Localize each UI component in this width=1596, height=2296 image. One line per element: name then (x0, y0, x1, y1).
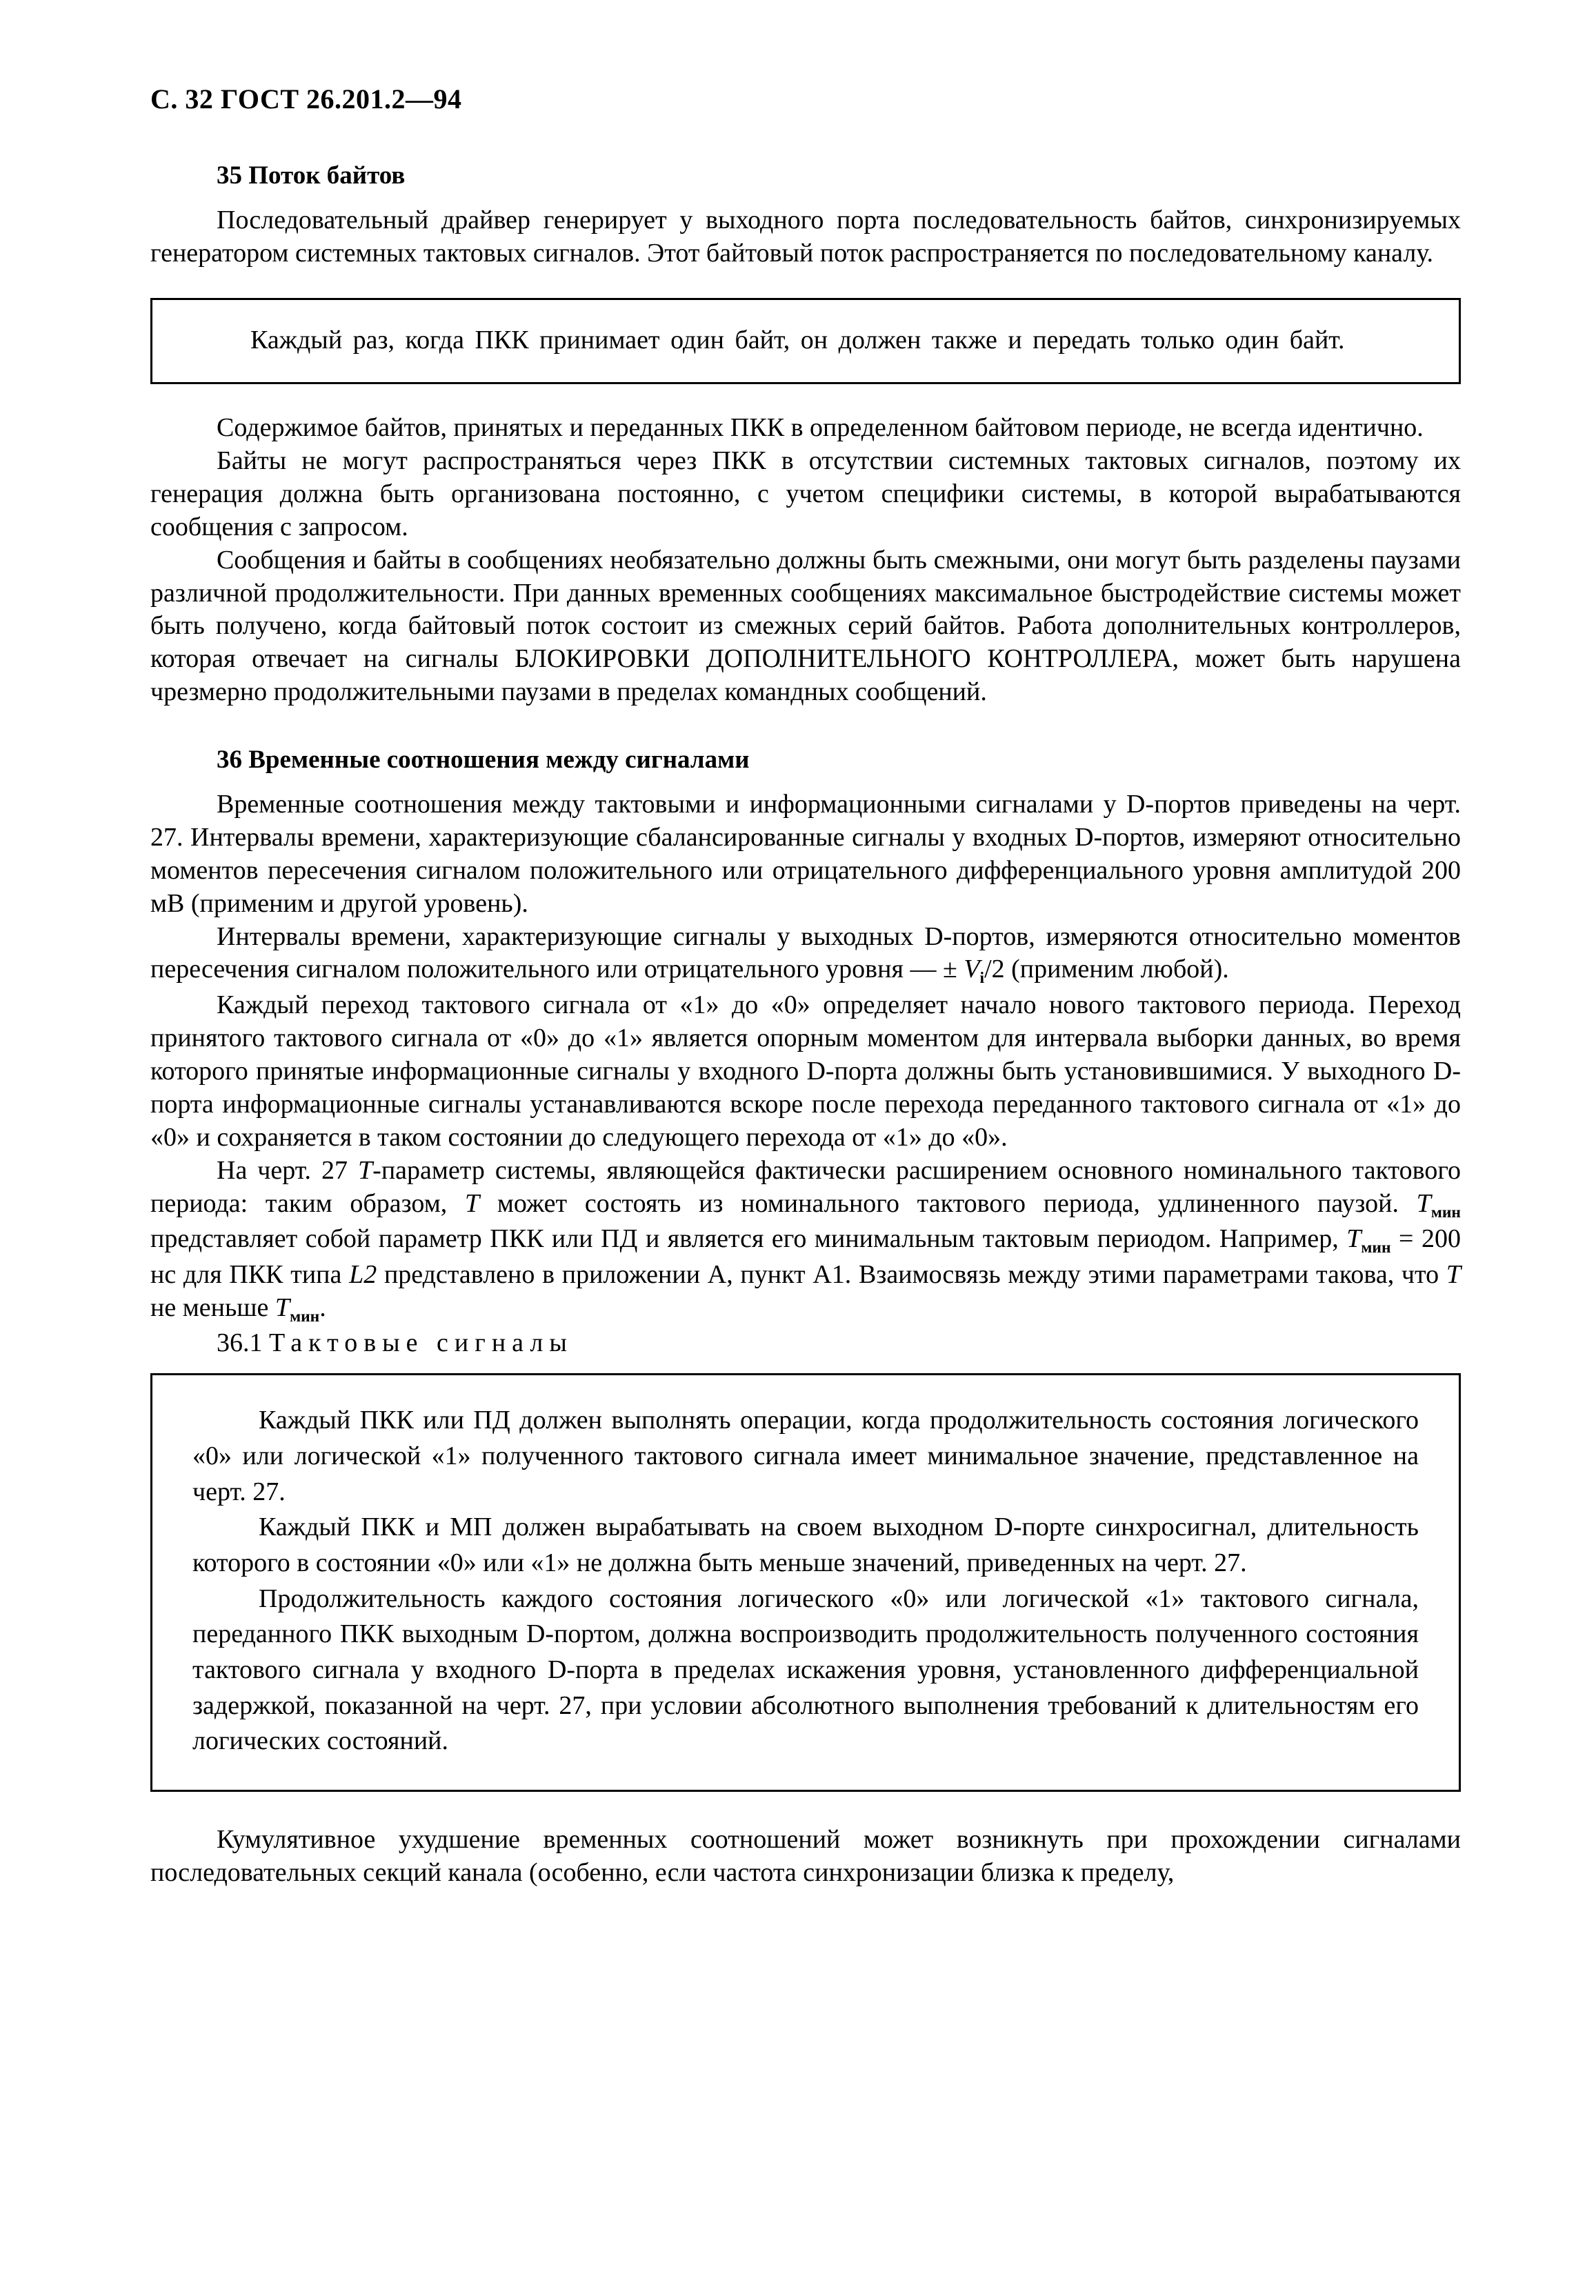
callout-box-1 (150, 298, 1461, 384)
paragraph-36-4-f: представлено в приложении А, пункт А1. Взаимосвязь между этими параметрами такова, что (377, 1260, 1446, 1290)
variable-t-5: T (1446, 1260, 1461, 1290)
subsection-number: 36.1 (217, 1328, 263, 1358)
section-heading-36 (150, 745, 1461, 775)
paragraph-36-4-e: = 200 нс для ПКК типа (150, 1224, 1461, 1290)
callout-box-1-text: Каждый раз, когда ПКК принимает один байт, он должен также и передать только один байт. (250, 325, 1345, 355)
variable-t-1: T (358, 1155, 373, 1185)
paragraph-36-1: Временные соотношения между тактовыми и информационными сигналами у D-портов приведены на черт. 27. Интервалы времени, характеризующие сбалансированные сигналы у входных D-портов, измеряют относительно моментов пересечения сигналом положительного или отрицательного дифференциального уровня амплитудой 200 мВ (применим и другой уровень). (150, 790, 1461, 918)
callout-box-2-paragraph-1: Каждый ПКК или ПД должен выполнять операции, когда продолжительность состояния логического «0» или логической «1» полученного тактового сигнала имеет минимальное значение, представленное на черт. 27. (192, 1406, 1419, 1506)
variable-t-6: T (275, 1293, 290, 1323)
subsection-heading-36-1 (150, 1328, 1461, 1358)
paragraph-36-2-b: /2 (применим любой). (984, 955, 1229, 984)
subsection-title: Тактовые сигналы (269, 1328, 573, 1358)
closing-paragraph: Кумулятивное ухудшение временных соотношений может возникнуть при прохождении сигналами последовательных секций канала (особенно, если частота синхронизации близка к пределу, (150, 1824, 1461, 1887)
section-number-35: 35 (217, 161, 242, 190)
variable-t-3: T (1416, 1188, 1431, 1218)
variable-t-4-subscript: мин (1361, 1239, 1391, 1257)
paragraph-36-4-h: . (319, 1293, 326, 1323)
paragraph-36-4 (150, 1155, 1461, 1328)
variable-v: V (964, 955, 980, 984)
callout-box-2 (150, 1373, 1461, 1792)
paragraph-36-4-c: может состоять из номинального тактового периода, удлиненного паузой. (479, 1188, 1417, 1218)
variable-t-3-subscript: мин (1430, 1203, 1461, 1221)
variable-t-4: T (1346, 1224, 1361, 1254)
variable-v-subscript: i (979, 969, 985, 988)
section-title-36: Временные соотношения между сигналами (248, 746, 750, 775)
callout-box-2-paragraph-2: Каждый ПКК и МП должен вырабатывать на своем выходном D-порте синхросигнал, длительность которого в состоянии «0» или «1» не должна быть меньше значений, приведенных на черт. 27. (192, 1513, 1419, 1577)
page-header: С. 32 ГОСТ 26.201.2—94 (150, 83, 462, 114)
paragraph-36-4-g: не меньше (150, 1293, 275, 1323)
callout-box-2-paragraph-3: Продолжительность каждого состояния логического «0» или логической «1» тактового сигнала, переданного ПКК выходным D-портом, должна воспроизводить продолжительность полученного состояния тактового сигнала у входного D-порта в пределах искажения уровня, установленного дифференциальной задержкой, показанной на черт. 27, при условии абсолютного выполнения требований к длительностям его логических состояний. (192, 1584, 1419, 1756)
section-title-35: Поток байтов (248, 161, 406, 190)
paragraph-36-3: Каждый переход тактового сигнала от «1» до «0» определяет начало нового тактового периода. Переход принятого тактового сигнала от «0» до «1» является опорным моментом для интервала выборки данных, во время которого принятые информационные сигналы у входного D-порта должны быть установившимися. У выходного D-порта информационные сигналы устанавливаются вскоре после перехода переданного тактового сигнала от «1» до «0» и сохраняется в таком состоянии до следующего перехода от «1» до «0». (150, 990, 1461, 1152)
paragraph-35-1: Последовательный драйвер генерирует у выходного порта последовательность байтов, синхронизируемых генератором системных тактовых сигналов. Этот байтовый поток распространяется по последовательному каналу. (150, 206, 1461, 268)
paragraph-36-4-d: представляет собой параметр ПКК или ПД и является его минимальным тактовым периодом. Например, (150, 1224, 1347, 1254)
paragraph-after-box-3: Сообщения и байты в сообщениях необязательно должны быть смежными, они могут быть разделены паузами различной продолжительности. При данных временных сообщениях максимальное быстродействие системы может быть получено, когда байтовый поток состоит из смежных серий байтов. Работа дополнительных контроллеров, которая отвечает на сигналы БЛОКИРОВКИ ДОПОЛНИТЕЛЬНОГО КОНТРОЛЛЕРА, может быть нарушена чрезмерно продолжительными паузами в пределах командных сообщений. (150, 545, 1461, 707)
type-l2: L2 (349, 1260, 377, 1290)
section-number-36: 36 (217, 746, 242, 775)
variable-t-6-subscript: мин (290, 1308, 320, 1326)
variable-t-2: T (464, 1188, 480, 1218)
paragraph-36-4-b: -параметр системы, являющейся фактически расширением основного номинального тактового периода: таким образом, (150, 1155, 1461, 1218)
paragraph-36-2-a: Интервалы времени, характеризующие сигналы у выходных D-портов, измеряются относительно моментов пересечения сигналом положительного или отрицательного уровня — ± (150, 921, 1461, 984)
paragraph-36-4-a: На черт. 27 (217, 1155, 359, 1185)
page-content (150, 83, 1461, 1890)
paragraph-36-2 (150, 921, 1461, 990)
paragraph-after-box-2: Байты не могут распространяться через ПКК в отсутствии системных тактовых сигналов, поэтому их генерация должна быть организована постоянно, с учетом специфики системы, в которой вырабатываются сообщения с запросом. (150, 446, 1461, 541)
paragraph-after-box-1: Содержимое байтов, принятых и переданных ПКК в определенном байтовом периоде, не всегда идентично. (217, 413, 1424, 443)
section-heading-35 (150, 161, 1461, 190)
